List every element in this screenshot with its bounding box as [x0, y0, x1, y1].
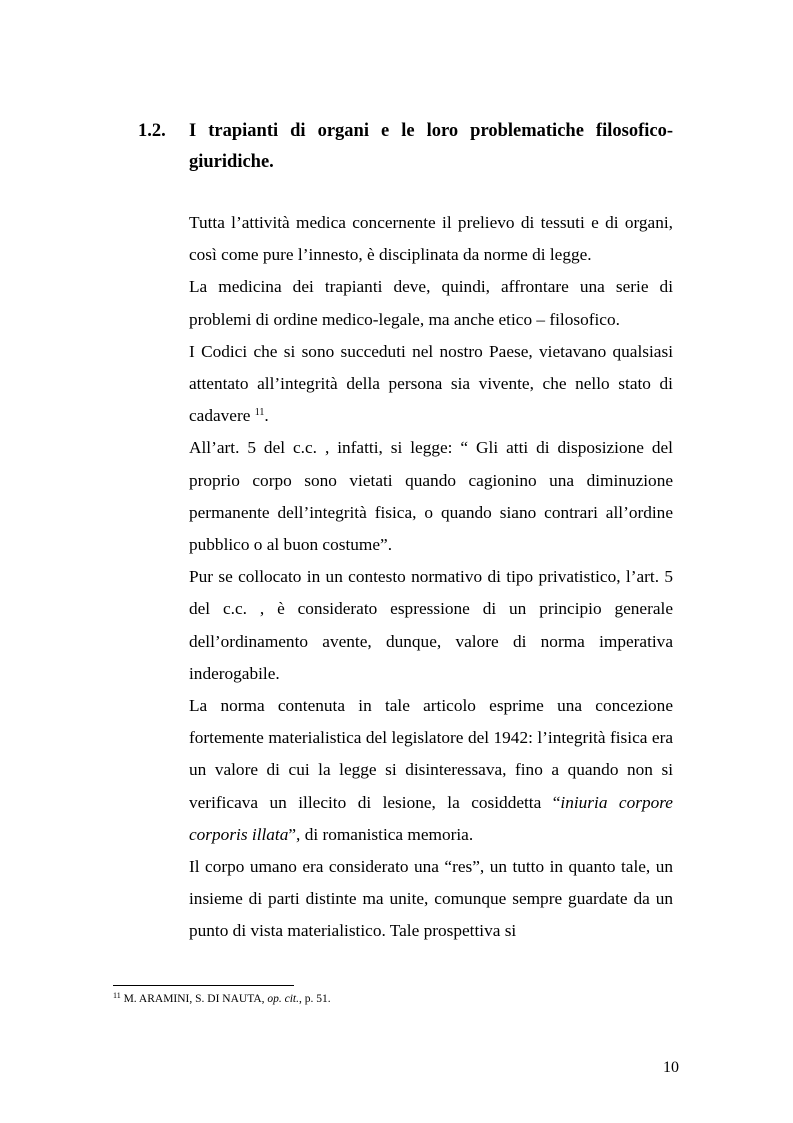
paragraph-2: La medicina dei trapianti deve, quindi, affrontare una serie di problemi di ordine medico-legale, ma anche etico – filosofico. — [189, 277, 673, 329]
paragraph-3-end: . — [264, 406, 269, 426]
footnote-reference: 11 — [254, 407, 265, 419]
paragraph-7: Il corpo umano era considerato una “res”, un tutto in quanto tale, un insieme di parti distinte ma unite, comunque sempre guardate da un punto di vista materialistico. Tale prospettiva si — [189, 857, 673, 941]
footnote-divider — [113, 985, 294, 986]
paragraph-5: Pur se collocato in un contesto normativo di tipo privatistico, l’art. 5 del c.c. , è considerato espressione di un principio generale dell’ordinamento avente, dunque, valore di norma imperativa inderogabile. — [189, 567, 673, 683]
paragraph-6-text-b: ”, di romanistica memoria. — [288, 824, 474, 844]
footnote-page: , p. 51. — [299, 993, 331, 1005]
footnote-mark: 11 — [113, 991, 121, 1000]
footnote-citation: op. cit. — [267, 993, 299, 1005]
paragraph-3 — [189, 336, 673, 433]
paragraph-1: Tutta l’attività medica concernente il prelievo di tessuti e di organi, così come pure l’innesto, è disciplinata da norme di legge. — [189, 213, 673, 265]
paragraph-6-text-a: La norma contenuta in tale articolo esprime una concezione fortemente materialistica del legislatore del 1942: l’integrità fisica era un valore di cui la legge si disinteressava, fino a quando non si verificava un illecito di lesione, la cosiddetta “ — [189, 696, 673, 812]
latin-phrase: iniuria corpore corporis illata — [189, 792, 673, 844]
footnote-authors: M. ARAMINI, S. DI NAUTA, — [123, 993, 265, 1005]
section-heading — [138, 116, 673, 178]
section-title: I trapianti di organi e le loro problematiche filosofico-giuridiche. — [189, 121, 673, 172]
paragraph-3-text: I Codici che si sono succeduti nel nostro Paese, vietavano qualsiasi attentato all’integrità della persona sia vivente, che nello stato di cadavere — [189, 341, 673, 426]
section-number: 1.2. — [138, 121, 166, 141]
paragraph-6 — [189, 690, 673, 851]
body-text — [189, 207, 673, 948]
page-number: 10 — [663, 1059, 679, 1076]
footnote — [113, 991, 331, 1007]
paragraph-4: All’art. 5 del c.c. , infatti, si legge: “ Gli atti di disposizione del proprio corpo sono vietati quando cagionino una diminuzione permanente dell’integrità fisica, o quando siano contrari all’ordine pubblico o al buon costume”. — [189, 438, 673, 555]
